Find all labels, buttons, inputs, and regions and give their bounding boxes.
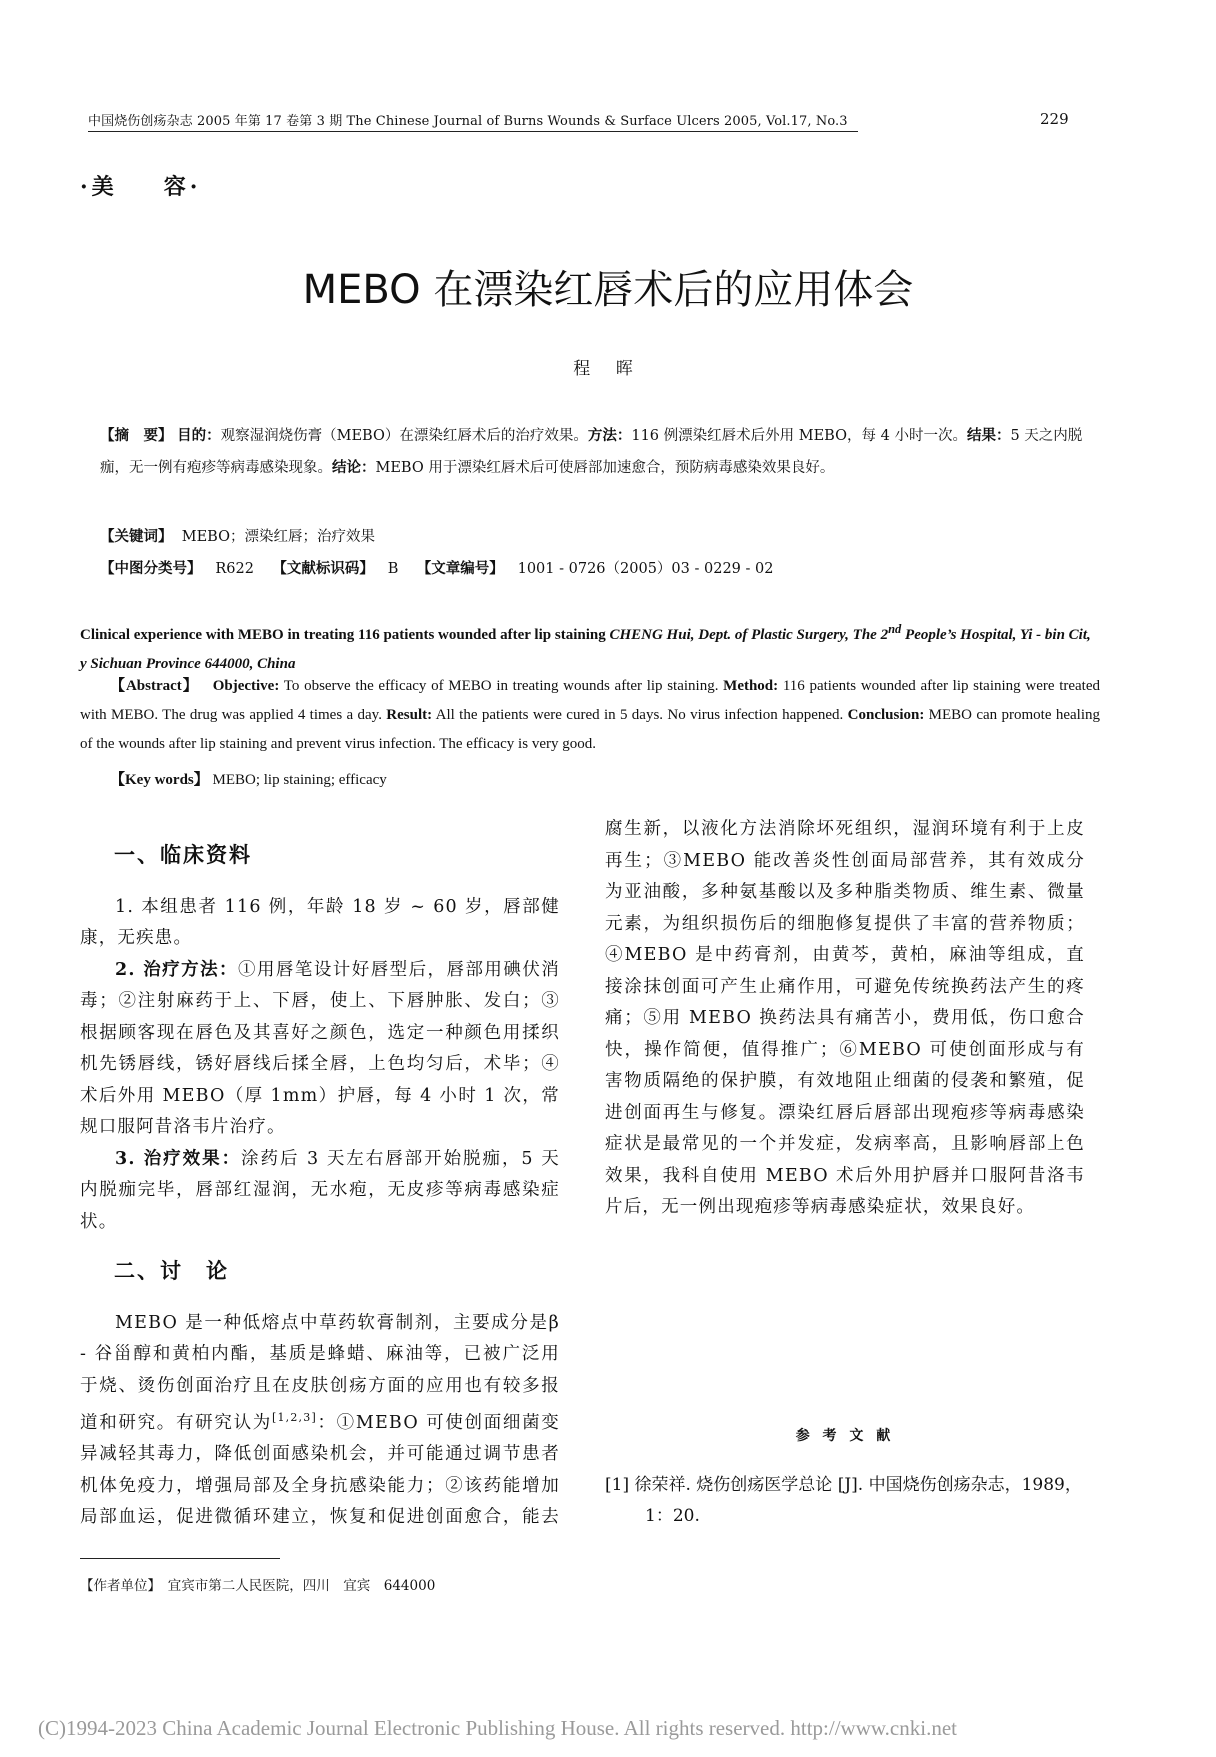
en-objective-label: Objective:: [212, 678, 280, 694]
en-conclusion: MEBO can promote healing of the wounds after lip staining and prevent virus infection. The efficacy is very good.: [80, 707, 1100, 752]
clc-label: 【中图分类号】: [100, 560, 202, 577]
doc-code-value: B: [387, 561, 399, 577]
cn-classification: [100, 553, 1100, 585]
copyright-notice: (C)1994-2023 China Academic Journal Electronic Publishing House. All rights reserved. http://www.cnki.net: [38, 1716, 957, 1740]
cn-keywords: [100, 521, 1100, 553]
s1-paragraph-2: [80, 955, 560, 1144]
s1-p3-label: 3. 治疗效果：: [115, 1148, 242, 1169]
cn-keywords-label: 【关键词】: [100, 528, 173, 545]
s2-citation: [1,2,3]: [271, 1411, 317, 1424]
section-tag-char-2: 容: [163, 174, 190, 200]
en-method: 116 patients wounded after lip staining were treated with MEBO. The drug was applied 4 times a day.: [80, 678, 1100, 723]
s1-p3-text: 涂药后 3 天左右唇部开始脱痂，5 天内脱痂完毕，唇部红湿润，无水疱，无皮疹等病毒感染症状。: [80, 1148, 560, 1232]
s1-p2-label: 2. 治疗方法：: [115, 959, 238, 980]
s1-paragraph-3: [80, 1144, 560, 1239]
en-result: All the patients were cured in 5 days. No virus infection happened.: [432, 707, 848, 723]
cn-keywords-text: MEBO；漂染红唇；治疗效果: [181, 529, 375, 545]
cn-result: 5 天之内脱痂，无一例有疱疹等病毒感染现象。: [100, 428, 1083, 476]
section-heading-2: 二、讨 论: [114, 1259, 229, 1283]
cn-method: 116 例漂染红唇术后外用 MEBO，每 4 小时一次。: [631, 428, 967, 444]
references-heading: 参 考 文 献: [795, 1428, 895, 1444]
en-result-label: Result:: [386, 707, 433, 723]
header-rule: [88, 131, 858, 132]
author-affiliation: 【作者单位】 宜宾市第二人民医院，四川 宜宾 644000: [80, 1578, 436, 1594]
cn-abstract-label: 【摘 要】: [100, 427, 173, 444]
page-number: 229: [1040, 110, 1069, 128]
reference-item: [1] 徐荣祥. 烧伤创疡医学总论 [J]. 中国烧伤创疡杂志，1989，1：20.: [605, 1475, 1082, 1526]
cn-objective: 观察湿润烧伤膏（MEBO）在漂染红唇术后的治疗效果。: [220, 428, 588, 444]
en-conclusion-label: Conclusion:: [847, 707, 925, 723]
s2-p1-continued: ：①MEBO 可使创面细菌变异减轻其毒力，降低创面感染机会，并可能通过调节患者机体免疫力，增强局部及全身抗感染能力；②该药能增加局部血运，促进微循环建立，恢复和促进创面愈合，能去腐生新，以液化方法消除坏死组织，湿润环境有利于上皮再生；③MEBO 能改善炎性创面局部营养，其有效成分为亚油酸，多种氨基酸以及多种脂类物质、维生素、微量元素，为组织损伤后的细胞修复提供了丰富的营养物质；④MEBO 是中药膏剂，由黄芩，黄柏，麻油等组成，直接涂抹创面可产生止痛作用，可避免传统换药法产生的疼痛；⑤用 MEBO 换药法具有痛苦小，费用低，伤口愈合快，操作简便，值得推广；⑥MEBO 可使创面形成与有害物质隔绝的保护膜，有效地阻止细菌的侵袭和繁殖，促进创面再生与修复。漂染红唇后唇部出现疱疹等病毒感染症状是最常见的一个并发症，发病率高，且影响唇部上色效果，我科自使用 MEBO 术后外用护唇并口服阿昔洛韦片后，无一例出现疱疹等病毒感染症状，效果良好。: [80, 819, 1085, 1528]
cn-method-label: 方法：: [587, 427, 632, 444]
footnote-rule: [80, 1558, 280, 1559]
article-no-label: 【文章编号】: [416, 560, 504, 577]
en-keywords-label: 【Key words】: [110, 772, 209, 788]
en-objective: To observe the efficacy of MEBO in treating wounds after lip staining.: [279, 678, 724, 694]
s1-paragraph-1: 1. 本组患者 116 例，年龄 18 岁 ~ 60 岁，唇部健康，无疾患。: [80, 896, 560, 948]
section-heading-1: 一、临床资料: [114, 843, 252, 867]
en-abstract-label: 【Abstract】: [110, 678, 199, 694]
s1-p2-text: ①用唇笔设计好唇型后，唇部用碘伏消毒；②注射麻药于上、下唇，使上、下唇肿胀、发白；③根据顾客现在唇色及其喜好之颜色，选定一种颜色用揉织机先锈唇线，锈好唇线后揉全唇，上色均匀后，术毕；④术后外用 MEBO（厚 1mm）护唇，每 4 小时 1 次，常规口服阿昔洛韦片治疗。: [80, 959, 560, 1137]
cn-abstract: [100, 420, 1100, 484]
cn-conclusion: MEBO 用于漂染红唇术后可使唇部加速愈合，预防病毒感染效果良好。: [375, 460, 835, 476]
cn-conclusion-label: 结论：: [332, 459, 376, 476]
section-tag: ·美 容·: [80, 174, 202, 200]
doc-code-label: 【文献标识码】: [272, 560, 374, 577]
en-author-info-2: People’s Hospital, Yi - bin Cit, y Sichuan Province 644000, China: [80, 627, 1091, 672]
clc-value: R622: [215, 561, 254, 577]
section-tag-char-1: 美: [91, 174, 118, 200]
article-title: MEBO 在漂染红唇术后的应用体会: [302, 267, 914, 313]
running-head: 中国烧伤创疡杂志 2005 年第 17 卷第 3 期 The Chinese Journal of Burns Wounds & Surface Ulcers 2005, Vol.17, No.3: [88, 114, 848, 129]
author-name: 程 晖: [573, 359, 643, 379]
article-no-value: 1001 - 0726（2005）03 - 0229 - 02: [517, 561, 774, 577]
en-keywords: [80, 766, 1100, 795]
en-keywords-text: MEBO; lip staining; efficacy: [208, 772, 387, 788]
en-author-sup: nd: [888, 622, 902, 636]
s2-p1-text: MEBO 是一种低熔点中草药软膏制剂，主要成分是β - 谷甾醇和黄柏内酯，基质是蜂蜡、麻油等，已被广泛用于烧、烫伤创面治疗且在皮肤创疡方面的应用也有较多报道和研究。有研究认为: [80, 1312, 560, 1433]
cn-result-label: 结果：: [966, 427, 1011, 444]
en-abstract: [80, 672, 1100, 759]
en-author-info: CHENG Hui, Dept. of Plastic Surgery, The 2nd People’s Hospital, Yi - bin Cit, y Sichuan Province 644000, China: [80, 622, 1091, 672]
cn-objective-label: 目的：: [177, 427, 221, 444]
en-title-main: Clinical experience with MEBO in treating 116 patients wounded after lip staining: [80, 627, 610, 643]
en-title: [80, 615, 1100, 679]
en-method-label: Method:: [723, 678, 779, 694]
